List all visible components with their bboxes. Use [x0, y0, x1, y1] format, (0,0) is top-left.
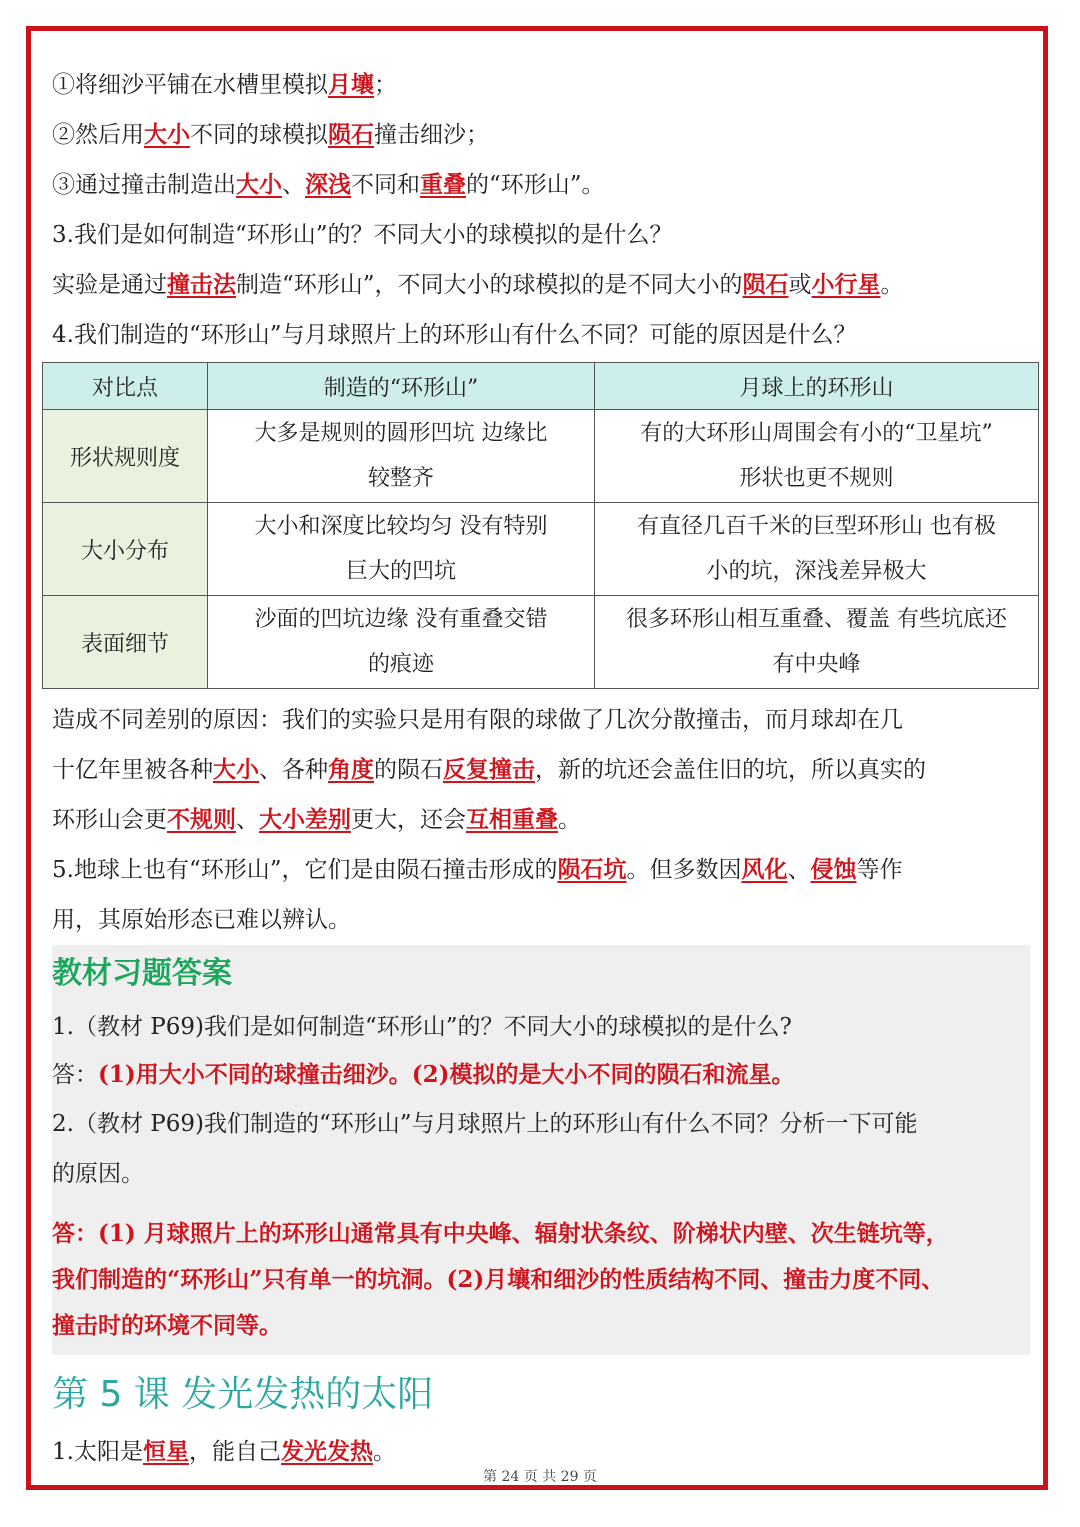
table-row — [43, 410, 1039, 503]
point-5-continued: 用，其原始形态已难以辨认。 — [52, 907, 351, 933]
comparison-table — [42, 362, 1039, 689]
row-label: 形状规则度 — [43, 410, 208, 503]
page-number: 第 24 页 共 29 页 — [483, 1469, 597, 1485]
table-header: 制造的“环形山” — [208, 363, 595, 410]
exercise-1-answer: 答：(1)用大小不同的球撞击细沙。(2)模拟的是大小不同的陨石和流星。 — [52, 1061, 795, 1088]
sun-point-1: 1.太阳是恒星，能自己发光发热。 — [52, 1438, 396, 1465]
moon-crater-cell: 有的大环形山周围会有小的“卫星坑” 形状也更不规则 — [595, 410, 1039, 503]
table-row — [43, 596, 1039, 689]
step-3: ③通过撞击制造出大小、深浅不同和重叠的“环形山”。 — [52, 171, 605, 198]
moon-crater-cell: 有直径几百千米的巨型环形山 也有极 小的坑，深浅差异极大 — [595, 503, 1039, 596]
step-1: ①将细沙平铺在水槽里模拟月壤； — [52, 71, 397, 98]
lesson-title: 第 5 课 发光发热的太阳 — [52, 1374, 434, 1415]
made-crater-cell: 大多是规则的圆形凹坑 边缘比 较整齐 — [208, 410, 595, 503]
exercise-2-continued: 的原因。 — [52, 1161, 144, 1187]
point-5: 5.地球上也有“环形山”，它们是由陨石撞击形成的陨石坑。但多数因风化、侵蚀等作 — [52, 856, 903, 883]
question-4: 4.我们制造的“环形山”与月球照片上的环形山有什么不同？可能的原因是什么？ — [52, 322, 857, 348]
moon-crater-cell: 很多环形山相互重叠、覆盖 有些坑底还 有中央峰 — [595, 596, 1039, 689]
step-2: ②然后用大小不同的球模拟陨石撞击细沙； — [52, 121, 489, 148]
exercise-2-answer-line-3: 撞击时的环境不同等。 — [52, 1312, 282, 1339]
reason-line-2: 十亿年里被各种大小、各种角度的陨石反复撞击，新的坑还会盖住旧的坑，所以真实的 — [52, 756, 926, 783]
answers-section — [52, 945, 1030, 1355]
row-label: 大小分布 — [43, 503, 208, 596]
page-content — [52, 60, 1037, 1477]
question-3: 3.我们是如何制造“环形山”的？不同大小的球模拟的是什么？ — [52, 222, 673, 248]
answers-title: 教材习题答案 — [52, 956, 232, 991]
table-header-row — [43, 363, 1039, 410]
table-header: 对比点 — [43, 363, 208, 410]
answer-3: 实验是通过撞击法制造“环形山”，不同大小的球模拟的是不同大小的陨石或小行星。 — [52, 271, 904, 298]
reason-line-3: 环形山会更不规则、大小差别更大，还会互相重叠。 — [52, 806, 581, 833]
exercise-2-answer-line-2: 我们制造的“环形山”只有单一的坑洞。(2)月壤和细沙的性质结构不同、撞击力度不同、 — [52, 1266, 945, 1293]
made-crater-cell: 沙面的凹坑边缘 没有重叠交错 的痕迹 — [208, 596, 595, 689]
table-row — [43, 503, 1039, 596]
reason-line-1: 造成不同差别的原因：我们的实验只是用有限的球做了几次分散撞击，而月球却在几 — [52, 707, 903, 733]
made-crater-cell: 大小和深度比较均匀 没有特别 巨大的凹坑 — [208, 503, 595, 596]
table-header: 月球上的环形山 — [595, 363, 1039, 410]
exercise-1: 1.（教材 P69)我们是如何制造“环形山”的？不同大小的球模拟的是什么? — [52, 1014, 792, 1040]
row-label: 表面细节 — [43, 596, 208, 689]
exercise-2: 2.（教材 P69)我们制造的“环形山”与月球照片上的环形山有什么不同？分析一下可能 — [52, 1111, 918, 1137]
exercise-2-answer: 答：(1) 月球照片上的环形山通常具有中央峰、辐射状条纹、阶梯状内壁、次生链坑等， — [52, 1220, 949, 1247]
